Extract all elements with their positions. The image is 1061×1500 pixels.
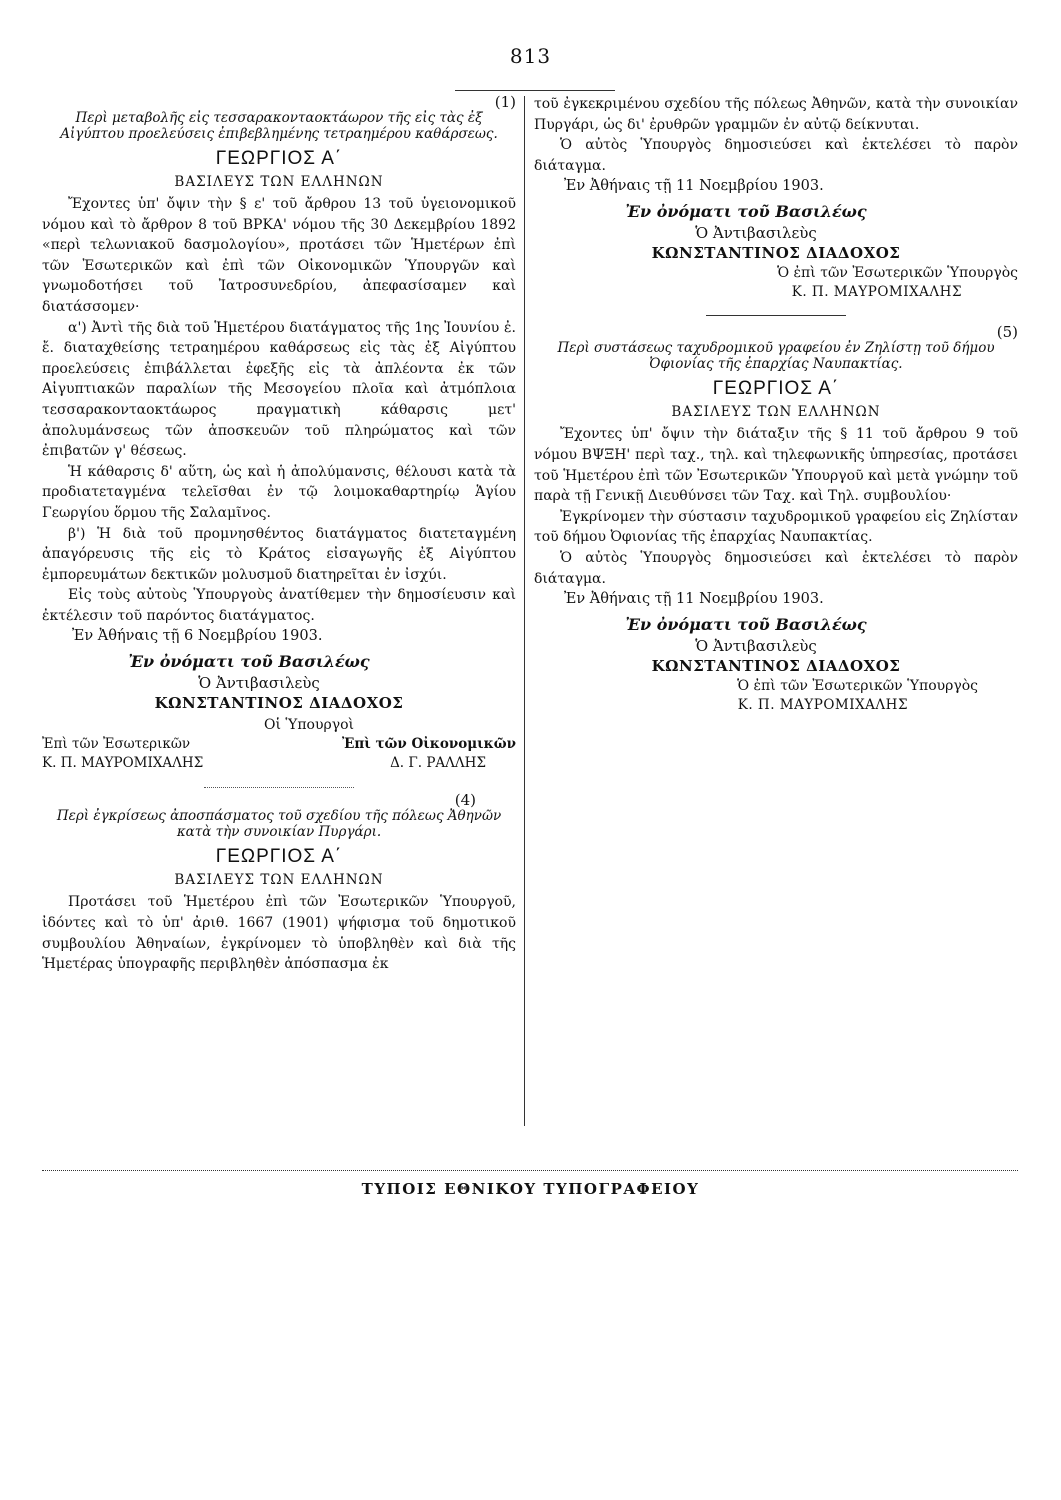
king-title: ΒΑΣΙΛΕΥΣ ΤΩΝ ΕΛΛΗΝΩΝ xyxy=(174,872,384,889)
in-name-of-king: Ἐν ὀνόματι τοῦ Βασιλέως xyxy=(625,202,867,222)
page-number: 813 xyxy=(509,44,552,68)
decree-number: (4) xyxy=(454,791,476,810)
king-title: ΒΑΣΙΛΕΥΣ ΤΩΝ ΕΛΛΗΝΩΝ xyxy=(671,404,881,421)
column-divider xyxy=(524,96,525,1126)
king-name: ΓΕΩΡΓΙΟΣ Α΄ xyxy=(215,846,343,868)
regent-label: Ὁ Ἀντιβασιλεὺς xyxy=(198,674,320,693)
section-divider xyxy=(706,315,846,316)
decree-paragraph: τοῦ ἐγκεκριμένου σχεδίου τῆς πόλεως Ἀθηνῶν, κατὰ τὴν συνοικίαν Πυργάρι, ὡς δι' ἐρυθρῶν γραμμῶν ἐν αὐτῷ δείκνυται. xyxy=(534,96,1018,133)
regent-label: Ὁ Ἀντιβασιλεὺς xyxy=(695,637,817,656)
printer-imprint: ΤΥΠΟΙΣ ΕΘΝΙΚΟΥ ΤΥΠΟΓΡΑΦΕΙΟΥ xyxy=(361,1180,700,1198)
decree-subject: Περὶ συστάσεως ταχυδρομικοῦ γραφείου ἐν Ζηλίστῃ τοῦ δήμου Ὀφιονίας τῆς ἐπαρχίας Ναυπακτίας. xyxy=(557,340,995,373)
minister-title-finance: Ἐπὶ τῶν Οἰκονομικῶν xyxy=(341,736,516,753)
decree-paragraph: Εἰς τοὺς αὐτοὺς Ὑπουργοὺς ἀνατίθεμεν τὴν δημοσίευσιν καὶ ἐκτέλεσιν τοῦ παρόντος διατάγματος. xyxy=(42,587,516,624)
decree-paragraph: α') Ἀντὶ τῆς διὰ τοῦ Ἡμετέρου διατάγματος τῆς 1ης Ἰουνίου ἐ. ἔ. διαταχθείσης τετραημέρου καθάρσεως εἰς τὰς ἐξ Αἰγύπτου προελεύσεις ἐπιβάλλεται ἐφεξῆς εἰς τὰ ἀπλέοντα ἐκ τῶν Αἰγυπτιακῶν παραλίων τῆς Μεσογείου πλοῖα καὶ ἀτμόπλοια τεσσαρακονταοκτάωρος πραγματικὴ κάθαρσις μετ' ἀπολυμάνσεως τῶν ἀποσκευῶν τοῦ πληρώματος καὶ τῶν ἐπιβατῶν γ' θέσεως. xyxy=(42,319,516,460)
top-rule xyxy=(455,90,615,91)
decree-4-continued xyxy=(534,94,1018,301)
decree-paragraph: Ὁ αὐτὸς Ὑπουργὸς δημοσιεύσει καὶ ἐκτελέσει τὸ παρὸν διάταγμα. xyxy=(534,549,1018,587)
minister-title: Ὁ ἐπὶ τῶν Ἐσωτερικῶν Ὑπουργὸς xyxy=(737,678,978,695)
decree-1 xyxy=(42,94,516,773)
minister-name: Κ. Π. ΜΑΥΡΟΜΙΧΑΛΗΣ xyxy=(791,284,962,301)
minister-title-interior: Ἐπὶ τῶν Ἐσωτερικῶν xyxy=(42,736,191,753)
in-name-of-king: Ἐν ὀνόματι τοῦ Βασιλέως xyxy=(128,652,370,672)
decree-4 xyxy=(42,792,516,974)
decree-paragraph: Ἔχοντες ὑπ' ὄψιν τὴν § ε' τοῦ ἄρθρου 13 τοῦ ὑγειονομικοῦ νόμου καὶ τὸ ἄρθρον 8 τοῦ ΒΡΚΑ' νόμου τῆς 30 Δεκεμβρίου 1892 «περὶ τελωνιακοῦ δασμολογίου», προτάσει τῶν Ἡμετέρων ἐπὶ τῶν Ἐσωτερικῶν καὶ ἐπὶ τῶν Οἰκονομικῶν Ὑπουργῶν καὶ γνωμοδοτήσει τοῦ Ἰατροσυνεδρίου, ἀπεφασίσαμεν καὶ διατάσσομεν· xyxy=(42,196,516,315)
king-title: ΒΑΣΙΛΕΥΣ ΤΩΝ ΕΛΛΗΝΩΝ xyxy=(174,174,384,190)
left-column xyxy=(42,94,516,975)
minister-titles xyxy=(42,735,516,754)
decree-paragraph: β') Ἡ διὰ τοῦ προμνησθέντος διατάγματος διατεταγμένη ἀπαγόρευσις τῆς εἰς τὸ Κράτος εἰσαγωγῆς ἐξ Αἰγύπτου ἐμπορευμάτων δεκτικῶν μολυσμοῦ διατηρεῖται ἐν ἰσχύι. xyxy=(42,525,516,583)
decree-paragraph: Ἐγκρίνομεν τὴν σύστασιν ταχυδρομικοῦ γραφείου εἰς Ζηλίσταν τοῦ δήμου Ὀφιονίας τῆς ἐπαρχίας Ναυπακτίας. xyxy=(534,508,1018,546)
section-divider xyxy=(204,787,354,788)
minister-name-interior: Κ. Π. ΜΑΥΡΟΜΙΧΑΛΗΣ xyxy=(42,755,204,772)
decree-number: (5) xyxy=(996,323,1018,342)
decree-paragraph: Προτάσει τοῦ Ἡμετέρου ἐπὶ τῶν Ἐσωτερικῶν Ὑπουργοῦ, ἰδόντες καὶ τὸ ὑπ' ἀριθ. 1667 (1901) ψήφισμα τοῦ δημοτικοῦ συμβουλίου Ἀθηναίων, ἐγκρίνομεν τὸ ὑποβληθὲν καὶ διὰ τῆς Ἡμετέρας ὑπογραφῆς περιβληθὲν ἀπόσπασμα ἐκ xyxy=(42,894,516,973)
decree-date: Ἐν Ἀθήναις τῇ 11 Νοεμβρίου 1903. xyxy=(564,591,824,608)
decree-subject: Περὶ ἐγκρίσεως ἀποσπάσματος τοῦ σχεδίου τῆς πόλεως Ἀθηνῶν κατὰ τὴν συνοικίαν Πυργάρι. xyxy=(56,808,502,841)
king-name: ΓΕΩΡΓΙΟΣ Α΄ xyxy=(712,378,840,400)
decree-subject: Περὶ μεταβολῆς εἰς τεσσαρακονταοκτάωρον τῆς εἰς τὰς ἐξ Αἰγύπτου προελεύσεις ἐπιβεβλημένης τετραημέρου καθάρσεως. xyxy=(60,110,498,142)
minister-names xyxy=(42,754,516,773)
regent-name: ΚΩΝΣΤΑΝΤΙΝΟΣ ΔΙΑΔΟΧΟΣ xyxy=(154,694,404,713)
footer-rule xyxy=(42,1170,1018,1171)
decree-5 xyxy=(534,324,1018,714)
decree-date: Ἐν Ἀθήναις τῇ 6 Νοεμβρίου 1903. xyxy=(72,628,323,645)
right-column xyxy=(534,94,1018,714)
ministers-label: Οἱ Ὑπουργοὶ xyxy=(264,717,354,734)
minister-name-finance: Δ. Γ. ΡΑΛΛΗΣ xyxy=(390,755,486,772)
decree-paragraph: Ὁ αὐτὸς Ὑπουργὸς δημοσιεύσει καὶ ἐκτελέσει τὸ παρὸν διάταγμα. xyxy=(534,137,1018,174)
minister-name: Κ. Π. ΜΑΥΡΟΜΙΧΑΛΗΣ xyxy=(737,697,908,714)
decree-date: Ἐν Ἀθήναις τῇ 11 Νοεμβρίου 1903. xyxy=(564,178,824,195)
decree-number: (1) xyxy=(494,93,516,111)
regent-name: ΚΩΝΣΤΑΝΤΙΝΟΣ ΔΙΑΔΟΧΟΣ xyxy=(651,657,901,676)
king-name: ΓΕΩΡΓΙΟΣ Α΄ xyxy=(215,148,343,169)
decree-paragraph: Ἔχοντες ὑπ' ὄψιν τὴν διάταξιν τῆς § 11 τοῦ ἄρθρου 9 τοῦ νόμου ΒΨΞΗ' περὶ ταχ., τηλ. καὶ τηλεφωνικῆς ὑπηρεσίας, προτάσει τοῦ Ἡμετέρου ἐπὶ τῶν Ἐσωτερικῶν Ὑπουργοῦ καὶ μετὰ γνώμην τοῦ παρὰ τῇ Γενικῇ Διευθύνσει τῶν Ταχ. καὶ Τηλ. συμβουλίου· xyxy=(534,426,1018,505)
in-name-of-king: Ἐν ὀνόματι τοῦ Βασιλέως xyxy=(625,615,867,635)
decree-paragraph: Ἡ κάθαρσις δ' αὕτη, ὡς καὶ ἡ ἀπολύμανσις, θέλουσι κατὰ τὰ προδιατεταγμένα τελεῖσθαι ἐν τῷ λοιμοκαθαρτηρίῳ Ἁγίου Γεωργίου ὅρμου τῆς Σαλαμῖνος. xyxy=(42,463,516,521)
minister-title: Ὁ ἐπὶ τῶν Ἐσωτερικῶν Ὑπουργὸς xyxy=(777,265,1018,282)
regent-name: ΚΩΝΣΤΑΝΤΙΝΟΣ ΔΙΑΔΟΧΟΣ xyxy=(651,244,901,263)
regent-label: Ὁ Ἀντιβασιλεὺς xyxy=(695,224,817,243)
